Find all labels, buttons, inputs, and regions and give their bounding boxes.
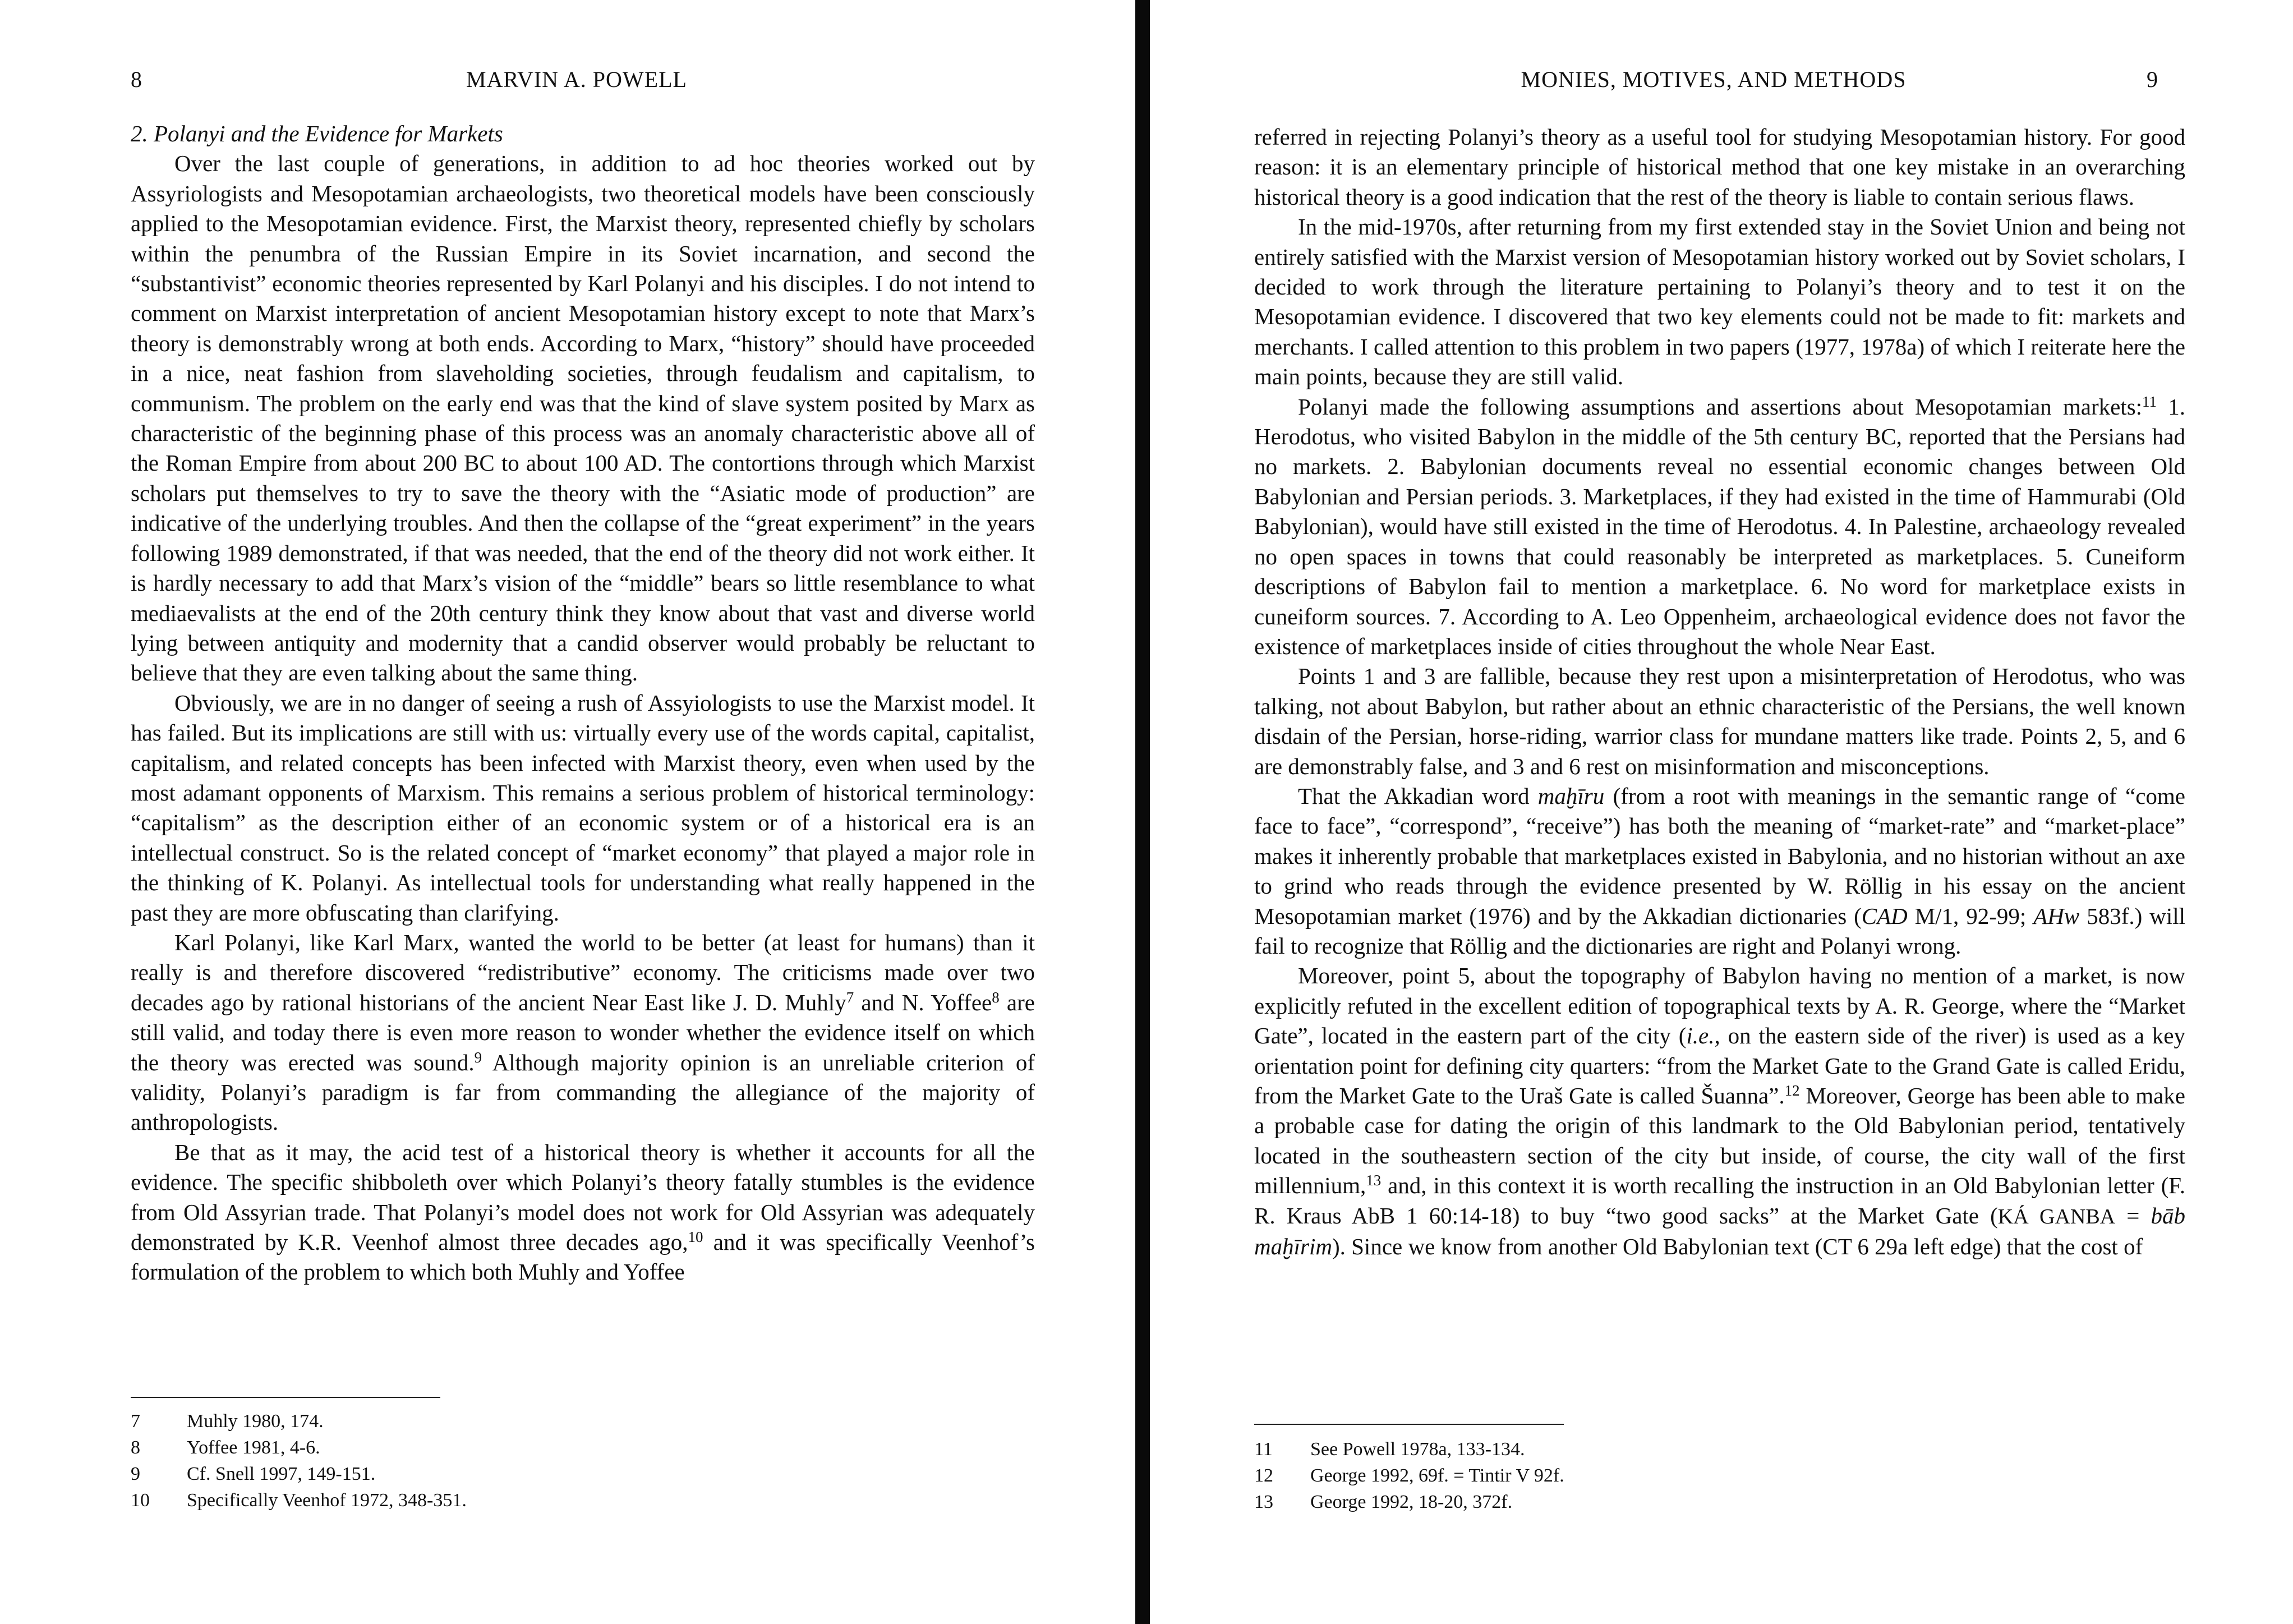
footnote-ref[interactable]: 10 — [688, 1229, 703, 1246]
footnote-rule — [131, 1397, 440, 1398]
paragraph: Be that as it may, the acid test of a historical theory is whether it accounts for all the evidence. The specific shibboleth over which Polanyi’s theory fatally stumbles is the evidence from Old Assyrian trade. That Polanyi’s model does not work for Old Assyrian was adequately demonstrated by K.R. Veenhof almost three decades ago,$^{10}$ and it was specifically Veenhof’s formulation of the problem to which both Muhly and Yoffee — [131, 1139, 1035, 1285]
footnote-ref[interactable]: 12 — [1784, 1082, 1800, 1099]
footnote: 13 George 1992, 18-20, 372f. — [1254, 1492, 1513, 1512]
footnote-ref[interactable]: 7 — [846, 988, 854, 1006]
page-number: 8 — [131, 67, 142, 92]
footnote: 10 Specifically Veenhof 1972, 348-351. — [131, 1490, 467, 1511]
footnote: 7 Muhly 1980, 174. — [131, 1411, 324, 1432]
body-text — [1254, 122, 2185, 1262]
running-head: MARVIN A. POWELL — [466, 67, 687, 92]
body-text — [131, 119, 1035, 1287]
footnote-ref[interactable]: 11 — [2142, 393, 2157, 410]
paragraph: Points 1 and 3 are fallible, because they rest upon a misinterpretation of Herodotus, who was talking, not about Babylon, but rather about an ethnic characteristic of the Persians, the well known disdain of the Persian, horse-riding, warrior class for mundane matters like trade. Points 2, 5, and 6 are demonstrably false, and 3 and 6 rest on misinformation and misconceptions. — [1254, 663, 2185, 779]
page-gutter — [1135, 0, 1150, 1624]
paragraph: That the Akkadian word maḫīru (from a root with meanings in the semantic range of “come face to face”, “correspond”, “receive”) has both the meaning of “market-rate” and “market-place” makes it inherently probable that marketplaces existed in Babylonia, and no historian without an axe to grind who reads through the evidence presented by W. Röllig in his essay on the ancient Mesopotamian market (1976) and by the Akkadian dictionaries (CAD M/1, 92-99; AHw 583f.) will fail to recognize that Röllig and the dictionaries are right and Polanyi wrong. — [1254, 783, 2186, 959]
footnote-ref[interactable]: 13 — [1366, 1172, 1382, 1189]
section-heading: 2. Polanyi and the Evidence for Markets — [131, 121, 503, 146]
page-number: 9 — [2147, 67, 2158, 92]
footnotes — [131, 1408, 972, 1513]
paragraph: Over the last couple of generations, in addition to ad hoc theories worked out by Assyriologists and Mesopotamian archaeologists, two theoretical models have been consciously applied to the Mesopotamian evidence. First, the Marxist theory, represented chiefly by scholars within the penumbra of the Russian Empire in its Soviet incarnation, and second the “substantivist” economic theories represented by Karl Polanyi and his disciples. I do not intend to comment on Marxist interpretation of ancient Mesopotamian history except to note that Marx’s theory is demonstrably wrong at both ends. According to Marx, “history” should have proceeded in a nice, neat fashion from slaveholding societies, through feudalism and capitalism, to communism. The problem on the early end was that the kind of slave system posited by Marx as characteristic of the beginning phase of this process was an anomaly characteristic above all of the Roman Empire from about 200 BC to about 100 AD. The contortions through which Marxist scholars put themselves to try to save the theory with the “Asiatic mode of production” are indicative of the underlying troubles. And then the collapse of the “great experiment” in the years following 1989 demonstrated, if that was needed, that the end of the theory did not work either. It is hardly necessary to add that Marx’s vision of the “middle” bears so little resemblance to what mediaevalists at the end of the 20th century think they know about that vast and diverse world lying between antiquity and modernity that a candid observer would probably be reluctant to believe that they are even talking about the same thing. — [131, 150, 1035, 686]
paragraph: referred in rejecting Polanyi’s theory as a useful tool for studying Mesopotamian history. For good reason: it is an elementary principle of historical method that one key mistake in an overarching historical theory is a good indication that the rest of the theory is liable to contain serious flaws. — [1254, 124, 2185, 210]
footnote: 8 Yoffee 1981, 4-6. — [131, 1437, 320, 1458]
footnote: 12 George 1992, 69f. = Tintir V 92f. — [1254, 1465, 1564, 1486]
footnote-rule — [1254, 1424, 1564, 1425]
left-page — [0, 0, 1133, 1624]
footnote: 9 Cf. Snell 1997, 149-151. — [131, 1464, 376, 1484]
running-head: MONIES, MOTIVES, AND METHODS — [1521, 67, 1907, 92]
paragraph: Karl Polanyi, like Karl Marx, wanted the world to be better (at least for humans) than it really is and therefore discovered “redistributive” economy. The criticisms made over two decades ago by rational historians of the ancient Near East like J. D. Muhly$^7$ and N. Yoffee$^8$ are still valid, and today there is even more reason to wonder whether the evidence itself on which the theory was erected was sound.$^9$ Although majority opinion is an unreliable criterion of validity, Polanyi’s paradigm is far from commanding the allegiance of the majority of anthropologists. — [131, 929, 1035, 1135]
paragraph: Polanyi made the following assumptions and assertions about Mesopotamian markets:$^{11}$ 1. Herodotus, who visited Babylon in the middle of the 5th century BC, reported that the Persians had no markets. 2. Babylonian documents reveal no essential economic changes between Old Babylonian and Persian periods. 3. Marketplaces, if they had existed in the time of Hammurabi (Old Babylonian), would have still existed in the time of Herodotus. 4. In Palestine, archaeology revealed no open spaces in towns that could reasonably be interpreted as marketplaces. 5. Cuneiform descriptions of Babylon fail to mention a marketplace. 6. No word for marketplace exists in cuneiform sources. 7. According to A. Leo Oppenheim, archaeological evidence does not favor the existence of marketplaces inside of cities throughout the whole Near East. — [1254, 393, 2186, 659]
footnote: 11 See Powell 1978a, 133-134. — [1254, 1439, 1525, 1460]
footnote-ref[interactable]: 9 — [474, 1048, 482, 1066]
footnotes — [1254, 1436, 2096, 1515]
footnote-ref[interactable]: 8 — [992, 988, 1000, 1006]
paragraph: In the mid-1970s, after returning from my first extended stay in the Soviet Union and being not entirely satisfied with the Marxist version of Mesopotamian history worked out by Soviet scholars, I decided to work through the literature pertaining to Polanyi’s theory and to test it on the Mesopotamian evidence. I discovered that two key elements could not be made to fit: markets and merchants. I called attention to this problem in two papers (1977, 1978a) of which I reiterate here the main points, because they are still valid. — [1254, 214, 2185, 390]
right-page — [1155, 0, 2293, 1624]
paragraph: Moreover, point 5, about the topography of Babylon having no mention of a market, is now explicitly refuted in the excellent edition of topographical texts by A. R. George, where the “Market Gate”, located in the eastern part of the city (i.e., on the eastern side of the river) is used as a key orientation point for defining city quarters: “from the Market Gate to the Grand Gate is called Eridu, from the Market Gate to the Uraš Gate is called Šuanna”.$^{12}$ Moreover, George has been able to make a probable case for dating the origin of this landmark to the Old Babylonian period, tentatively located in the southeastern section of the city but inside, of course, the city wall of the first millennium,$^{13}$ and, in this context it is worth recalling the instruction in an Old Babylonian letter (F. R. Kraus AbB 1 60:14-18) to buy “two good sacks” at the Market Gate (KÁ GANBA = bāb maḫīrim). Since we know from another Old Babylonian text (CT 6 29a left edge) that the cost of — [1254, 963, 2185, 1260]
paragraph: Obviously, we are in no danger of seeing a rush of Assyiologists to use the Marxist model. It has failed. But its implications are still with us: virtually every use of the words capital, capitalist, capitalism, and related concepts has been infected with Marxist theory, even when used by the most adamant opponents of Marxism. This remains a serious problem of historical terminology: “capitalism” as the description either of an economic system or of a historical era is an intellectual construct. So is the related concept of “market economy” that played a major role in the thinking of K. Polanyi. As intellectual tools for understanding what really happened in the past they are more obfuscating than clarifying. — [131, 689, 1035, 926]
